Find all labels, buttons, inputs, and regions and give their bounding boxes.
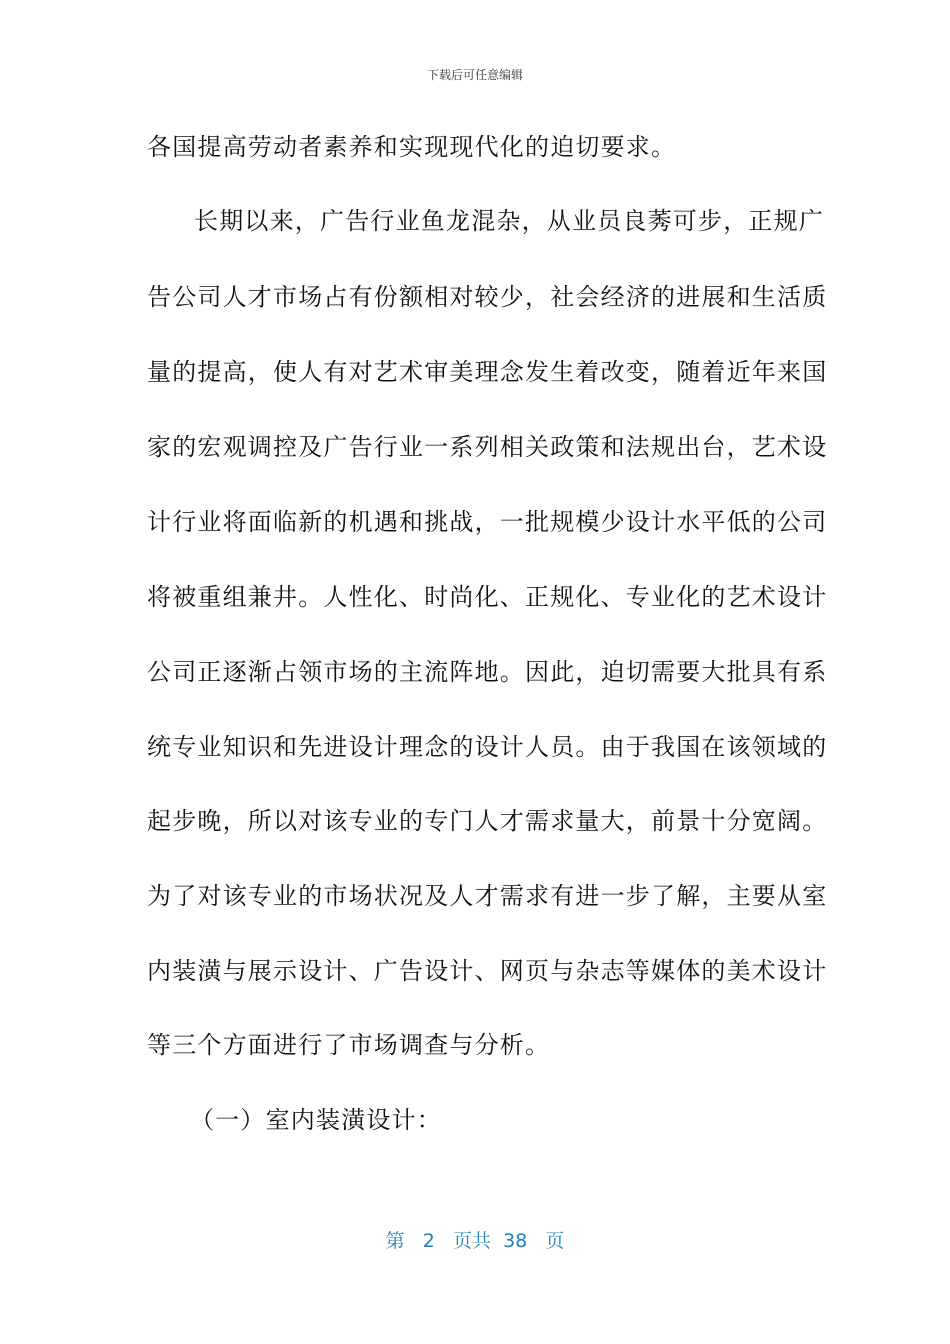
- footer-total-pages: 38: [503, 1230, 528, 1252]
- body-line: 内装潢与展示设计、广告设计、网页与杂志等媒体的美术设计: [147, 957, 828, 985]
- body-line: 长期以来，广告行业鱼龙混杂，从业员良莠可步，正规广: [194, 207, 824, 235]
- body-line: 各国提高劳动者素养和实现现代化的迫切要求。: [147, 133, 677, 161]
- body-line: 为了对该专业的市场状况及人才需求有进一步了解，主要从室: [147, 882, 828, 910]
- footer-suffix: 页: [545, 1230, 565, 1252]
- page-footer: [0, 1226, 950, 1253]
- page-header: 下载后可任意编辑: [426, 68, 523, 82]
- footer-current-page: 2: [422, 1230, 435, 1252]
- body-line: 告公司人才市场占有份额相对较少，社会经济的进展和生活质: [147, 283, 828, 311]
- body-line: 计行业将面临新的机遇和挑战，一批规模少设计水平低的公司: [147, 508, 828, 536]
- body-line: 等三个方面进行了市场调查与分析。: [147, 1031, 551, 1059]
- body-line: 起步晚，所以对该专业的专门人才需求量大，前景十分宽阔。: [147, 807, 828, 835]
- body-line: 将被重组兼井。人性化、时尚化、正规化、专业化的艺术设计: [147, 583, 828, 611]
- section-heading: （一）室内装潢设计：: [190, 1106, 442, 1134]
- body-line: 家的宏观调控及广告行业一系列相关政策和法规出台，艺术设: [147, 433, 828, 461]
- footer-prefix: 第: [385, 1230, 405, 1252]
- body-line: 量的提高，使人有对艺术审美理念发生着改变，随着近年来国: [147, 358, 828, 386]
- body-line: 统专业知识和先进设计理念的设计人员。由于我国在该领域的: [147, 733, 828, 761]
- footer-middle: 页共: [452, 1230, 491, 1252]
- body-line: 公司正逐渐占领市场的主流阵地。因此，迫切需要大批具有系: [147, 658, 828, 686]
